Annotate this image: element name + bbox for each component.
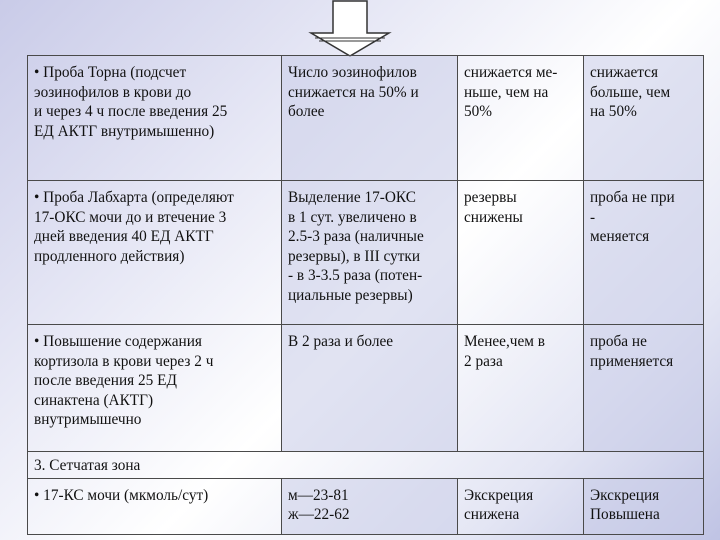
cell-text: м—23-81 ж—22-62 [288,486,350,524]
cell-text: проба не при - меняется [590,189,675,246]
result-cell [584,325,704,452]
result-cell [458,478,584,534]
result-cell [458,325,584,452]
norm-cell [282,478,458,534]
cell-text: В 2 раза и более [288,333,394,350]
norm-cell [282,56,458,181]
cell-text: снижается больше, чем на 50% [590,64,671,121]
result-cell [584,56,704,181]
norm-cell [282,181,458,325]
cell-text: проба не применяется [590,333,674,370]
cell-text: • 17-КС мочи (мкмоль/сут) [34,486,209,504]
cell-text: Число эозинофилов снижается на 50% и более [288,64,419,121]
result-cell [584,478,704,534]
cell-text: снижается ме- ньше, чем на 50% [464,64,558,121]
test-name-cell [28,56,282,181]
section-header-row [28,452,704,479]
table-row [28,325,704,452]
result-cell [458,181,584,325]
cell-text: Экскреция Повышена [590,486,660,524]
table-row [28,181,704,325]
test-name-cell [28,478,282,534]
cell-text: резервы снижены [464,189,523,226]
test-name-cell [28,325,282,452]
cell-text: Выделение 17-ОКС в 1 сут. увеличено в 2.5-3 раза (наличные резервы), в III сутки - в 3-3.5 раза (потен- циальные резервы) [288,189,424,304]
section-header: 3. Сетчатая зона [28,452,704,479]
cell-text: Экскреция снижена [464,486,534,524]
norm-cell [282,325,458,452]
table-row [28,56,704,181]
cell-text: • Проба Торна (подсчет эозинофилов в крови до и через 4 ч после введения 25 ЕД АКТГ внутримышенно) [34,64,228,140]
down-arrow-icon [305,0,395,58]
result-cell [458,56,584,181]
cell-text: Менее,чем в 2 раза [464,333,545,370]
test-name-cell [28,181,282,325]
cell-text: • Проба Лабхарта (определяют 17-ОКС мочи до и втечение 3 дней введения 40 ЕД АКТГ продленного действия) [34,189,234,265]
table-row [28,478,704,534]
result-cell [584,181,704,325]
cell-text: • Повышение содержания кортизола в крови через 2 ч после введения 25 ЕД синактена (АКТГ) внутримышечно [34,333,214,429]
test-results-table [27,55,704,535]
